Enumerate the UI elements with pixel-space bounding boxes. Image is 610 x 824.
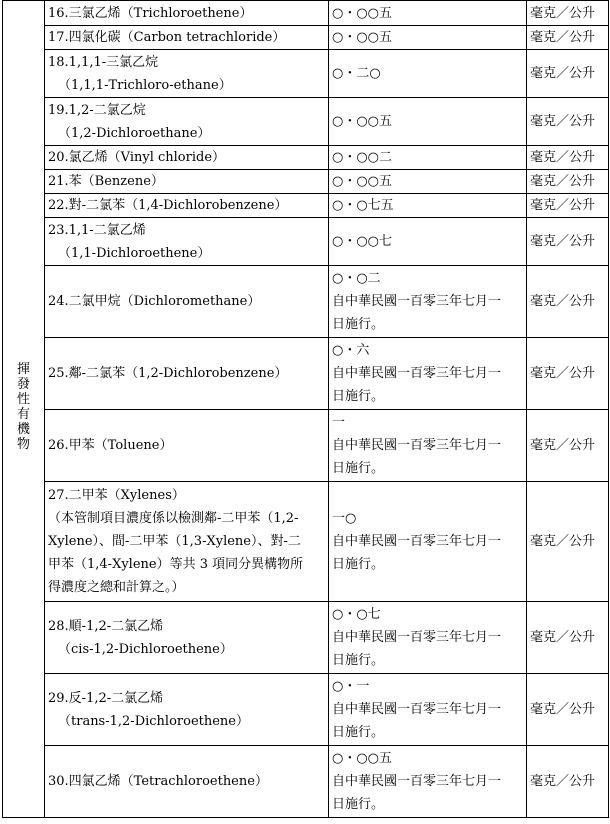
unit-cell: 毫克／公升 [527,170,609,194]
max-value: ○・六 [332,343,370,358]
standards-table-body [3,1,609,818]
table-row [3,674,609,746]
table-row [3,482,609,602]
table-row [3,146,609,170]
max-value-cell [329,50,527,98]
item-name-cell [45,146,329,170]
max-value: ○・○○五 [332,30,393,45]
unit-cell: 毫克／公升 [527,50,609,98]
max-value-cell [329,746,527,818]
item-name-detail: 得濃度之總和計算之。） [48,580,185,595]
item-name-cell [45,218,329,266]
max-value-cell [329,170,527,194]
max-value: 一 [332,415,346,430]
item-name: 18.1,1,1-三氯乙烷 [48,54,159,70]
max-value-cell [329,674,527,746]
item-name-detail: （trans-1,2-Dichloroethene） [58,713,250,729]
item-name-cell [45,674,329,746]
effective-date-note: 自中華民國一百零三年七月一 [332,438,502,453]
item-name: 27.二甲苯（Xylenes） [48,488,185,503]
table-row [3,410,609,482]
table-row [3,338,609,410]
unit-cell: 毫克／公升 [527,602,609,674]
table-row [3,26,609,50]
unit-cell: 毫克／公升 [527,146,609,170]
table-row [3,98,609,146]
effective-date-note: 自中華民國一百零三年七月一 [332,294,502,309]
item-name: 21.苯（Benzene） [48,174,164,189]
unit-cell: 毫克／公升 [527,26,609,50]
max-value-cell [329,410,527,482]
item-name-cell [45,746,329,818]
max-value-cell [329,1,527,26]
max-value-cell [329,26,527,50]
effective-date-note: 自中華民國一百零三年七月一 [332,366,502,381]
table-row [3,218,609,266]
category-cell [3,1,45,818]
effective-date-note: 自中華民國一百零三年七月一 [332,774,502,789]
item-name-cell [45,194,329,218]
unit-cell: 毫克／公升 [527,410,609,482]
max-value: ○・一 [332,679,370,694]
item-name-detail: （cis-1,2-Dichloroethene） [58,641,233,657]
item-name: 19.1,2-二氯乙烷 [48,102,146,118]
max-value: ○・○○五 [332,751,393,766]
table-row [3,602,609,674]
effective-date-note: 日施行。 [332,797,385,812]
effective-date-note: 自中華民國一百零三年七月一 [332,534,502,549]
item-name-detail: 甲苯（1,4-Xylene）等共 3 項同分異構物所 [48,557,304,572]
item-name: 25.鄰-二氯苯（1,2-Dichlorobenzene） [48,366,288,381]
unit-cell: 毫克／公升 [527,98,609,146]
item-name-cell [45,170,329,194]
item-name: 16.三氯乙烯（Trichloroethene） [48,5,253,21]
item-name-cell [45,50,329,98]
item-name-cell [45,338,329,410]
max-value: ○・○○七 [332,234,393,249]
unit-cell: 毫克／公升 [527,338,609,410]
item-name: 28.順-1,2-二氯乙烯 [48,618,164,634]
table-row [3,170,609,194]
effective-date-note: 日施行。 [332,461,385,476]
item-name-detail: Xylene）、間-二甲苯（1,3-Xylene）、對-二 [48,534,301,549]
item-name-cell [45,266,329,338]
item-name: 30.四氯乙烯（Tetrachloroethene） [48,774,268,789]
item-name-cell [45,602,329,674]
item-name-detail: （本管制項目濃度係以檢測鄰-二甲苯（1,2- [48,511,299,526]
table-row [3,1,609,26]
unit-cell: 毫克／公升 [527,218,609,266]
max-value: ○・○○五 [332,5,393,21]
max-value: ○・○○五 [332,114,393,129]
item-name-cell [45,410,329,482]
item-name: 23.1,1-二氯乙烯 [48,222,146,238]
item-name: 26.甲苯（Toluene） [48,438,173,453]
max-value-cell [329,602,527,674]
unit-cell: 毫克／公升 [527,266,609,338]
item-name: 29.反-1,2-二氯乙烯 [48,690,164,706]
item-name-cell [45,26,329,50]
max-value: ○・○七 [332,607,381,622]
max-value-cell [329,338,527,410]
item-name: 17.四氯化碳（Carbon tetrachloride） [48,30,286,45]
effective-date-note: 日施行。 [332,317,385,332]
effective-date-note: 日施行。 [332,557,385,572]
item-name: 22.對-二氯苯（1,4-Dichlorobenzene） [48,198,288,213]
effective-date-note: 日施行。 [332,653,385,668]
unit-cell: 毫克／公升 [527,1,609,26]
unit-cell: 毫克／公升 [527,746,609,818]
item-name-cell [45,1,329,26]
item-name-cell [45,98,329,146]
effective-date-note: 自中華民國一百零三年七月一 [332,702,502,717]
table-row [3,50,609,98]
table-row [3,194,609,218]
max-value: ○・○○二 [332,150,393,165]
item-name: 24.二氯甲烷（Dichloromethane） [48,294,261,309]
item-name-detail: （1,1-Dichloroethene） [58,245,211,261]
max-value-cell [329,194,527,218]
max-value: ○・○七五 [332,198,394,213]
max-value-cell [329,482,527,602]
item-name-detail: （1,2-Dichloroethane） [58,125,211,141]
effective-date-note: 日施行。 [332,725,385,740]
max-value: ○・二○ [332,66,381,81]
unit-cell: 毫克／公升 [527,194,609,218]
max-value-cell [329,266,527,338]
unit-cell: 毫克／公升 [527,482,609,602]
category-label: 揮發性有機物 [16,362,30,452]
table-row [3,746,609,818]
table-row [3,266,609,338]
item-name: 20.氯乙烯（Vinyl chloride） [48,150,226,165]
item-name-cell [45,482,329,602]
max-value: ○・○二 [332,271,381,286]
effective-date-note: 自中華民國一百零三年七月一 [332,630,502,645]
max-value: ○・○○五 [332,174,393,189]
effective-date-note: 日施行。 [332,389,385,404]
unit-cell: 毫克／公升 [527,674,609,746]
max-value-cell [329,98,527,146]
max-value: 一○ [332,511,357,526]
standards-table [2,0,609,818]
max-value-cell [329,218,527,266]
item-name-detail: （1,1,1-Trichloro-ethane） [58,77,232,93]
max-value-cell [329,146,527,170]
